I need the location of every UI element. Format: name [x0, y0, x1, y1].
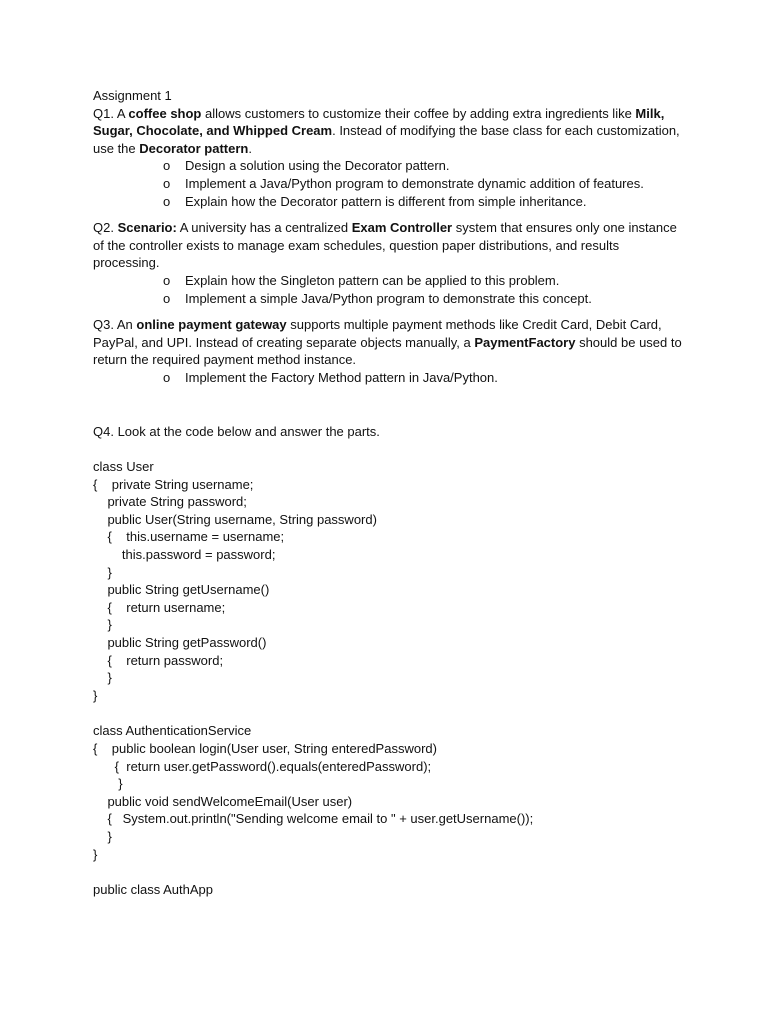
code-line: } — [93, 828, 112, 844]
list-item — [93, 290, 683, 308]
code-line: } — [93, 776, 123, 792]
q3-text-4: should be used to — [575, 334, 682, 350]
question-2-bullets — [93, 272, 683, 307]
code-line: class AuthenticationService — [93, 723, 252, 739]
list-item — [93, 272, 683, 290]
code-line: private String password; — [93, 494, 247, 510]
q1-bold-4: Decorator pattern — [139, 140, 249, 156]
code-line: class User — [93, 459, 154, 475]
q1-text-1: Q1. A — [93, 105, 129, 121]
question-3 — [93, 316, 683, 386]
document-title: Assignment 1 — [93, 88, 172, 103]
code-line: { return user.getPassword().equals(enteredPassword); — [93, 758, 432, 774]
code-line: public String getPassword() — [93, 635, 267, 651]
question-1-text — [93, 105, 683, 158]
code-line: public void sendWelcomeEmail(User user) — [93, 793, 353, 809]
q1-text-5: . — [248, 140, 252, 156]
code-block-user — [93, 458, 683, 704]
question-4-intro: Q4. Look at the code below and answer the parts. — [93, 423, 380, 439]
code-line: } — [93, 670, 112, 686]
q2-text-5: processing. — [93, 255, 160, 271]
code-line: { return username; — [93, 599, 226, 615]
q3-bold-2: PaymentFactory — [474, 334, 576, 350]
bullet-marker-icon: o — [163, 175, 171, 191]
q3-bold-1: online payment gateway — [136, 317, 287, 333]
code-line: { public boolean login(User user, String enteredPassword) — [93, 741, 437, 756]
code-block-authentication-service — [93, 722, 683, 863]
code-line: { private String username; — [93, 476, 254, 492]
q2-text-2: A university has a centralized — [176, 220, 352, 236]
bullet-marker-icon: o — [163, 158, 171, 174]
question-1-bullets — [93, 157, 683, 210]
q1-text-3: . Instead of modifying the base class for each customization, — [332, 123, 680, 139]
code-line: { System.out.println("Sending welcome email to " + user.getUsername()); — [93, 811, 534, 827]
q2-bold-1: Scenario: — [117, 220, 177, 236]
list-item — [93, 157, 683, 175]
question-2-text — [93, 219, 683, 272]
bullet-marker-icon: o — [163, 290, 171, 306]
q3-text-5: return the required payment method instance. — [93, 352, 357, 368]
code-line: public User(String username, String password) — [93, 511, 377, 527]
code-line: public class AuthApp — [93, 882, 213, 898]
document-page — [93, 87, 683, 899]
list-item — [93, 175, 683, 193]
code-line: } — [93, 564, 112, 580]
bullet-marker-icon: o — [163, 272, 171, 288]
code-block-auth-app — [93, 881, 683, 899]
q3-text-1: Q3. An — [93, 317, 137, 333]
q1-text-2: allows customers to customize their coffee by adding extra ingredients like — [201, 105, 636, 121]
question-3-bullets — [93, 369, 683, 387]
list-item-text: Explain how the Decorator pattern is different from simple inheritance. — [185, 193, 587, 209]
code-line: { return password; — [93, 652, 224, 668]
list-item-text: Design a solution using the Decorator pattern. — [185, 158, 450, 174]
q2-text-3: system that ensures only one instance — [452, 220, 677, 236]
question-2 — [93, 219, 683, 307]
list-item-text: Implement a simple Java/Python program to demonstrate this concept. — [185, 290, 592, 306]
q3-text-3: PayPal, and UPI. Instead of creating separate objects manually, a — [93, 334, 475, 350]
code-line: } — [93, 617, 112, 633]
q3-text-2: supports multiple payment methods like Credit Card, Debit Card, — [286, 317, 662, 333]
question-3-text — [93, 316, 683, 369]
q2-bold-2: Exam Controller — [351, 220, 453, 236]
code-line: } — [93, 846, 98, 862]
question-1 — [93, 105, 683, 211]
list-item-text: Implement a Java/Python program to demonstrate dynamic addition of features. — [185, 175, 644, 191]
code-line: { this.username = username; — [93, 529, 285, 545]
q1-bold-2: Milk, — [635, 105, 665, 121]
list-item-text: Implement the Factory Method pattern in Java/Python. — [185, 369, 498, 385]
code-line: this.password = password; — [93, 547, 276, 563]
q2-text-1: Q2. — [93, 220, 118, 236]
list-item-text: Explain how the Singleton pattern can be applied to this problem. — [185, 272, 560, 288]
q1-bold-1: coffee shop — [128, 105, 202, 121]
bullet-marker-icon: o — [163, 193, 171, 209]
code-line: public String getUsername() — [93, 582, 270, 598]
q2-text-4: of the controller exists to manage exam schedules, question paper distributions, and results — [93, 237, 620, 253]
list-item — [93, 193, 683, 211]
code-line: } — [93, 687, 98, 703]
q1-bold-3: Sugar, Chocolate, and Whipped Cream — [93, 123, 333, 139]
list-item — [93, 369, 683, 387]
q1-text-4: use the — [93, 140, 140, 156]
bullet-marker-icon: o — [163, 369, 171, 385]
